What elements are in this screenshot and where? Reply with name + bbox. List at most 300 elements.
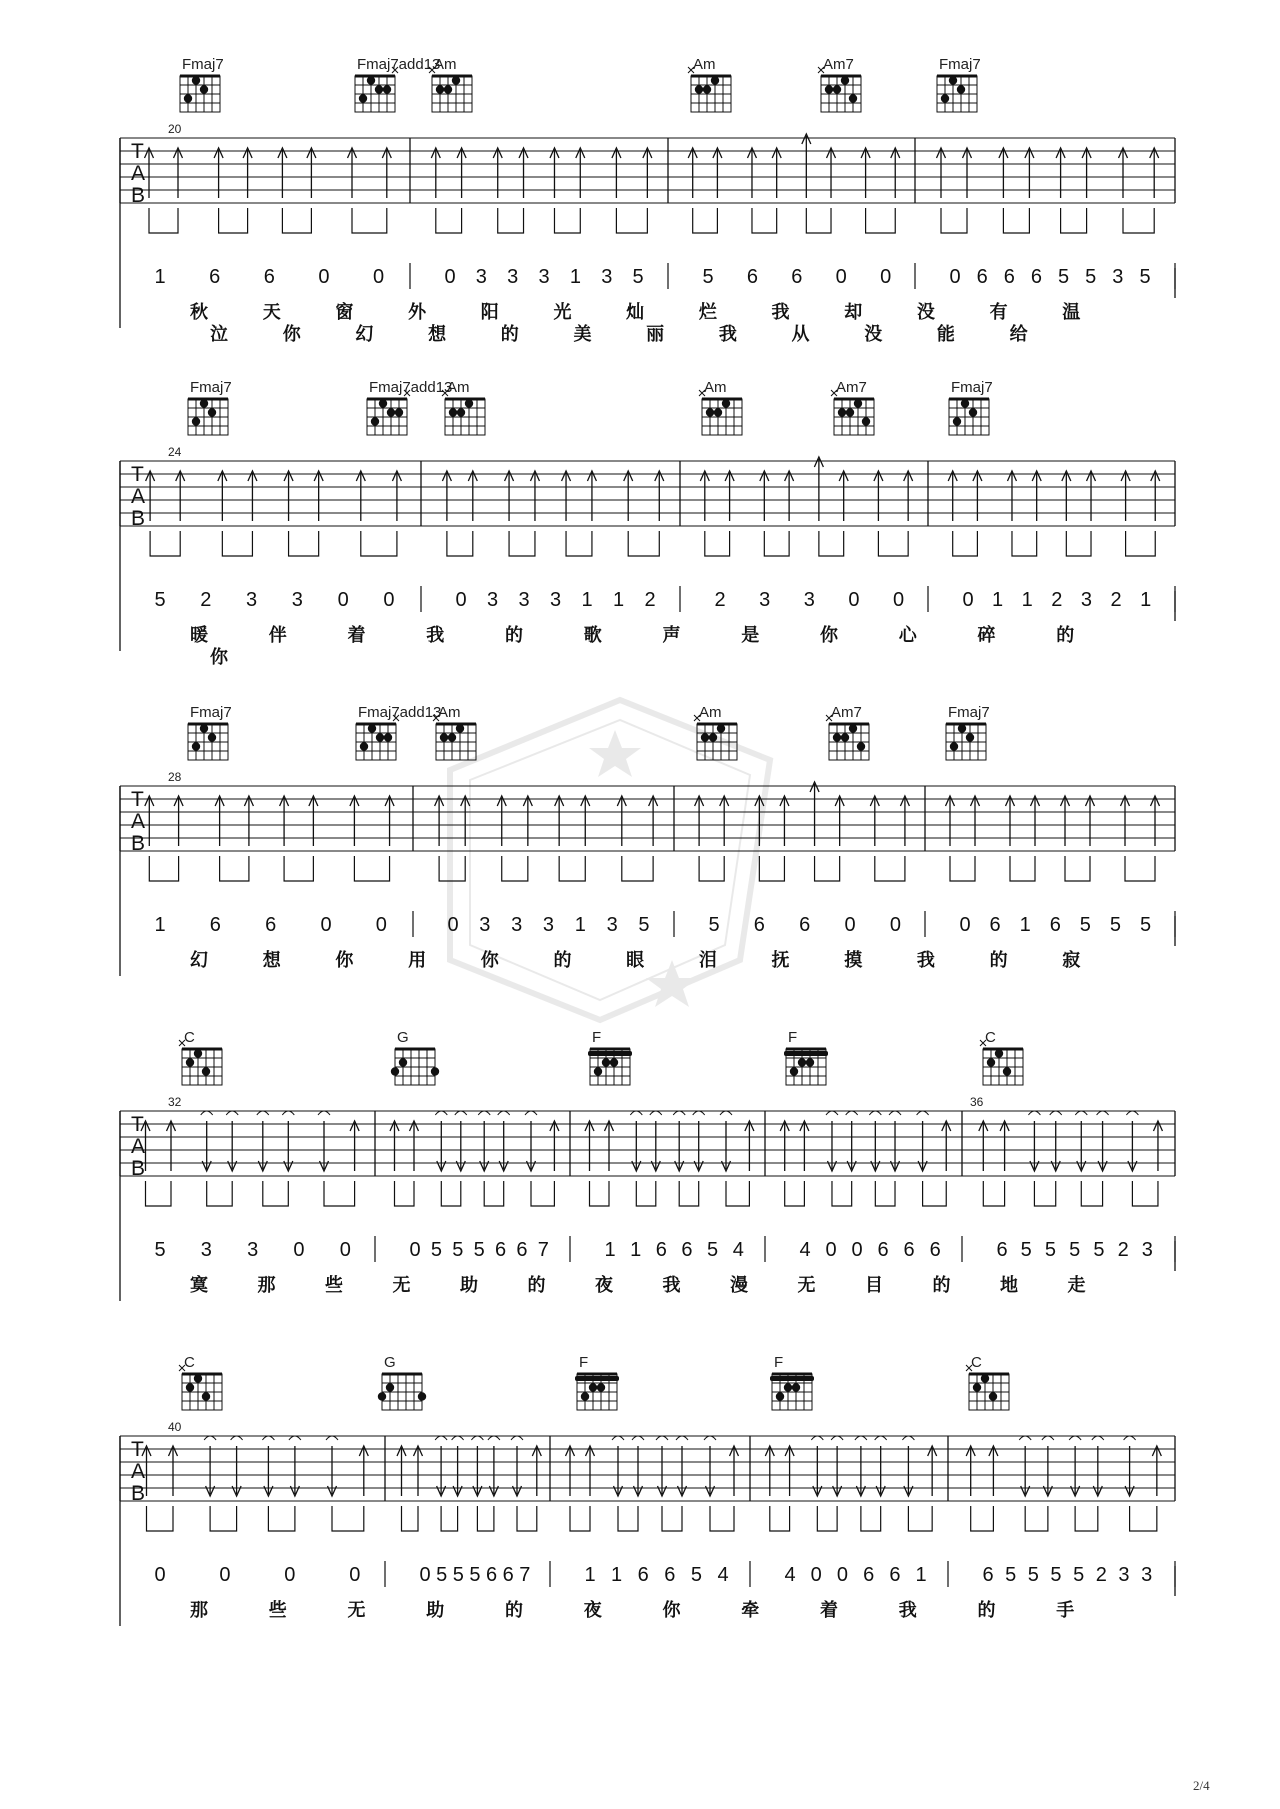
jianpu-digit: 3 <box>511 914 523 936</box>
jianpu-digit: 5 <box>1085 266 1097 288</box>
lyric-char: 没 <box>916 302 935 323</box>
rhythm-stem <box>1125 856 1155 881</box>
lyric-char: 你 <box>335 950 354 971</box>
chord-dot <box>854 399 862 407</box>
chord-dot <box>995 1049 1003 1057</box>
jianpu-digit: 2 <box>1117 1239 1129 1261</box>
chord-dot <box>440 733 448 741</box>
lyric-char: 是 <box>741 625 760 646</box>
chord-dot <box>981 1374 989 1382</box>
chord-name: C <box>971 1354 982 1371</box>
rhythm-stem <box>662 1506 682 1531</box>
lyric-char: 天 <box>262 302 281 323</box>
tie-arc <box>1028 1111 1040 1115</box>
chord-dot <box>194 1374 202 1382</box>
rhythm-stem <box>1132 1181 1158 1206</box>
rhythm-stem <box>1025 1506 1048 1531</box>
tab-clef-letter: T <box>131 788 144 811</box>
bar-number: 36 <box>970 1095 984 1109</box>
jianpu-digit: 5 <box>1073 1564 1085 1586</box>
chord-dot <box>784 1383 792 1391</box>
tie-arc <box>289 1436 301 1440</box>
chord-dot <box>957 85 965 93</box>
lyric-char: 给 <box>1009 324 1028 345</box>
tab-clef-letter: B <box>131 832 146 855</box>
chord-dot <box>717 724 725 732</box>
jianpu-digit: 1 <box>154 266 166 288</box>
chord-dot <box>376 733 384 741</box>
lyric-char: 伴 <box>268 625 287 646</box>
jianpu-digit: 0 <box>835 266 847 288</box>
tie-arc <box>511 1436 523 1440</box>
chord-barre <box>770 1376 814 1381</box>
tab-clef-letter: T <box>131 1113 144 1136</box>
jianpu-digit: 0 <box>154 1564 166 1586</box>
jianpu-digit: 6 <box>903 1239 915 1261</box>
chord-name: Am7 <box>831 704 862 721</box>
chord-dot <box>849 724 857 732</box>
lyric-char: 些 <box>325 1275 343 1296</box>
chord-name: C <box>184 1029 195 1046</box>
rhythm-stem <box>1012 531 1037 556</box>
lyric-char: 摸 <box>844 950 863 971</box>
jianpu-digit: 0 <box>962 589 974 611</box>
chord-dot <box>418 1392 426 1400</box>
chord-dot <box>798 1058 806 1066</box>
jianpu-digit: 3 <box>549 589 562 611</box>
rhythm-stem <box>726 1181 749 1206</box>
jianpu-digit: 4 <box>732 1239 744 1261</box>
lyric-char: 你 <box>480 950 499 971</box>
chord-dot <box>200 399 208 407</box>
chord-dot <box>359 94 367 102</box>
lyric-char: 光 <box>553 302 572 323</box>
lyric-char: 用 <box>408 950 427 971</box>
rhythm-stem <box>953 531 978 556</box>
jianpu-digit: 2 <box>1110 589 1122 611</box>
chord-dot <box>846 408 854 416</box>
chord-dot <box>192 742 200 750</box>
chord-dot <box>790 1067 798 1075</box>
chord-dot <box>792 1383 800 1391</box>
chord-dot <box>367 76 375 84</box>
tie-arc <box>257 1111 269 1115</box>
chord-dot <box>989 1392 997 1400</box>
lyric-char: 夜 <box>583 1600 602 1621</box>
chord-dot <box>208 733 216 741</box>
lyric-char: 寂 <box>1062 950 1081 971</box>
jianpu-digit: 3 <box>542 914 555 936</box>
chord-dot <box>833 85 841 93</box>
chord-dot <box>610 1058 618 1066</box>
jianpu-digit: 0 <box>320 914 332 936</box>
tie-arc <box>693 1111 705 1115</box>
jianpu-digit: 3 <box>803 589 815 611</box>
jianpu-digit: 3 <box>1141 1239 1153 1261</box>
rhythm-stem <box>923 1181 947 1206</box>
lyric-char: 外 <box>408 302 427 323</box>
tie-arc <box>262 1436 274 1440</box>
chord-dot <box>695 85 703 93</box>
lyric-char: 些 <box>268 1600 287 1621</box>
rhythm-stem <box>908 1506 932 1531</box>
chord-dot <box>706 408 714 416</box>
chord-dot <box>449 408 457 416</box>
jianpu-digit: 6 <box>1049 914 1061 936</box>
tab-clef-letter: T <box>131 463 144 486</box>
chord-name: G <box>384 1354 396 1371</box>
tie-arc <box>656 1436 668 1440</box>
tie-arc <box>902 1436 914 1440</box>
chord-dot <box>722 399 730 407</box>
rhythm-stem <box>861 1506 881 1531</box>
tab-clef-letter: A <box>131 1460 146 1483</box>
chord-dot <box>375 85 383 93</box>
lyric-char: 幻 <box>190 950 208 971</box>
tie-arc <box>204 1436 216 1440</box>
lyric-char: 你 <box>210 647 228 668</box>
rhythm-stem <box>566 531 592 556</box>
jianpu-digit: 6 <box>494 1239 507 1261</box>
tie-arc <box>488 1436 500 1440</box>
rhythm-stem <box>395 1181 415 1206</box>
chord-name: Fmaj7 <box>939 56 981 73</box>
tab-clef-letter: B <box>131 184 146 207</box>
jianpu-digit: 3 <box>1112 266 1124 288</box>
chord-dot <box>711 76 719 84</box>
chord-dot <box>186 1058 194 1066</box>
lyric-char: 没 <box>864 324 883 345</box>
chord-dot <box>838 408 846 416</box>
jianpu-digit: 0 <box>893 589 905 611</box>
tie-arc <box>846 1111 858 1115</box>
rhythm-stem <box>817 1506 837 1531</box>
lyric-char: 走 <box>1067 1275 1086 1296</box>
tie-arc <box>831 1436 843 1440</box>
jianpu-digit: 5 <box>154 1239 166 1261</box>
tab-clef-letter: B <box>131 1157 146 1180</box>
tie-arc <box>455 1111 467 1115</box>
jianpu-digit: 5 <box>154 589 166 611</box>
jianpu-digit: 5 <box>1139 266 1151 288</box>
rhythm-stem <box>1003 208 1029 233</box>
jianpu-digit: 6 <box>485 1564 498 1586</box>
jianpu-digit: 6 <box>681 1239 693 1261</box>
jianpu-digit: 1 <box>154 914 166 936</box>
tie-arc <box>282 1111 294 1115</box>
chord-name: F <box>592 1029 602 1046</box>
chord-dot <box>387 408 395 416</box>
jianpu-digit: 0 <box>375 914 387 936</box>
chord-dot <box>594 1067 602 1075</box>
chord-dot <box>200 724 208 732</box>
chord-dot <box>806 1058 814 1066</box>
rhythm-stem <box>622 856 653 881</box>
chord-dot <box>953 417 961 425</box>
jianpu-digit: 6 <box>996 1239 1008 1261</box>
chord-dot <box>589 1383 597 1391</box>
bar-number: 40 <box>168 1420 182 1434</box>
jianpu-digit: 7 <box>537 1239 549 1261</box>
rhythm-stem <box>207 1181 233 1206</box>
lyric-char: 我 <box>662 1275 681 1296</box>
notation-systems <box>120 56 1175 1626</box>
jianpu-digit: 3 <box>518 589 530 611</box>
jianpu-digit: 2 <box>714 589 726 611</box>
tie-arc <box>201 1111 213 1115</box>
jianpu-digit: 6 <box>516 1239 528 1261</box>
tie-arc <box>650 1111 662 1115</box>
chord-name: Fmaj7 <box>948 704 990 721</box>
tie-arc <box>498 1111 510 1115</box>
chord-dot <box>452 76 460 84</box>
jianpu-digit: 0 <box>383 589 395 611</box>
rhythm-stem <box>220 856 249 881</box>
chord-dot <box>465 399 473 407</box>
jianpu-digit: 3 <box>759 589 771 611</box>
chord-dot <box>395 408 403 416</box>
chord-name: Fmaj7 <box>182 56 224 73</box>
lyric-char: 着 <box>347 625 366 646</box>
chord-dot <box>184 94 192 102</box>
rhythm-stem <box>509 531 535 556</box>
chord-name: C <box>184 1354 195 1371</box>
chord-dot <box>457 408 465 416</box>
jianpu-digit: 2 <box>644 589 656 611</box>
chord-dot <box>391 1067 399 1075</box>
jianpu-digit: 3 <box>1080 589 1092 611</box>
jianpu-digit: 0 <box>284 1564 296 1586</box>
rhythm-stem <box>628 531 659 556</box>
lyric-char: 窗 <box>335 302 354 323</box>
jianpu-digit: 4 <box>799 1239 811 1261</box>
rhythm-stem <box>679 1181 699 1206</box>
chord-dot <box>961 399 969 407</box>
rhythm-stem <box>759 856 784 881</box>
rhythm-stem <box>441 1506 458 1531</box>
tie-arc <box>471 1436 483 1440</box>
lyric-char: 抚 <box>771 950 790 971</box>
lyric-char: 眼 <box>626 950 645 971</box>
lyric-char: 我 <box>771 302 790 323</box>
tie-arc <box>452 1436 464 1440</box>
rhythm-stem <box>477 1506 494 1531</box>
jianpu-digit: 6 <box>929 1239 941 1261</box>
chord-dot <box>384 733 392 741</box>
lyric-char: 烂 <box>698 302 717 323</box>
tie-arc <box>1050 1111 1062 1115</box>
lyric-char: 灿 <box>626 302 645 323</box>
chord-dot <box>581 1392 589 1400</box>
tie-arc <box>1126 1111 1138 1115</box>
jianpu-digit: 5 <box>1058 266 1070 288</box>
chord-dot <box>202 1392 210 1400</box>
tie-arc <box>869 1111 881 1115</box>
jianpu-digit: 5 <box>690 1564 702 1586</box>
lyric-char: 声 <box>662 625 681 646</box>
chord-dot <box>969 408 977 416</box>
jianpu-digit: 5 <box>452 1239 464 1261</box>
jianpu-digit: 3 <box>200 1239 212 1261</box>
rhythm-stem <box>636 1181 656 1206</box>
rhythm-stem <box>693 208 718 233</box>
chord-name: Fmaj7add13 <box>369 379 453 396</box>
tie-arc <box>875 1436 887 1440</box>
rhythm-stem <box>878 531 908 556</box>
rhythm-stem <box>289 531 319 556</box>
chord-dot <box>436 85 444 93</box>
lyric-char: 泣 <box>210 324 228 345</box>
jianpu-digit: 5 <box>702 266 714 288</box>
jianpu-digit: 1 <box>1140 589 1152 611</box>
chord-dot <box>966 733 974 741</box>
lyric-char: 能 <box>936 324 955 345</box>
chord-dot <box>444 85 452 93</box>
chord-dot <box>602 1058 610 1066</box>
rhythm-stem <box>441 1181 461 1206</box>
tab-clef-letter: T <box>131 140 144 163</box>
jianpu-digit: 2 <box>1095 1564 1107 1586</box>
tie-arc <box>676 1436 688 1440</box>
tie-arc <box>612 1436 624 1440</box>
jianpu-digit: 1 <box>581 589 593 611</box>
lyric-char: 手 <box>1056 1600 1075 1621</box>
rhythm-stem <box>618 1506 638 1531</box>
chord-dot <box>825 85 833 93</box>
lyric-char: 助 <box>460 1275 478 1296</box>
rhythm-stem <box>324 1181 355 1206</box>
jianpu-digit: 6 <box>637 1564 649 1586</box>
rhythm-stem <box>875 1181 895 1206</box>
jianpu-digit: 6 <box>655 1239 667 1261</box>
tab-clef-letter: T <box>131 1438 144 1461</box>
lyric-char: 想 <box>428 324 447 345</box>
jianpu-digit: 3 <box>246 589 258 611</box>
jianpu-digit: 0 <box>455 589 467 611</box>
lyric-char: 夜 <box>595 1275 613 1296</box>
jianpu-digit: 0 <box>447 914 459 936</box>
chord-name: F <box>788 1029 798 1046</box>
jianpu-digit: 1 <box>584 1564 596 1586</box>
tie-arc <box>1124 1436 1136 1440</box>
jianpu-digit: 5 <box>430 1239 442 1261</box>
rhythm-stem <box>436 208 462 233</box>
tie-arc <box>435 1436 447 1440</box>
rhythm-stem <box>1130 1506 1157 1531</box>
rhythm-stem <box>147 1506 174 1531</box>
jianpu-digit: 5 <box>708 914 720 936</box>
tie-arc <box>1075 1111 1087 1115</box>
tie-arc <box>704 1436 716 1440</box>
rhythm-stem <box>447 531 473 556</box>
rhythm-stem <box>1010 856 1035 881</box>
rhythm-stem <box>764 531 789 556</box>
lyric-char: 的 <box>1056 625 1075 646</box>
jianpu-digit: 5 <box>1079 914 1091 936</box>
tie-arc <box>435 1111 447 1115</box>
chord-dot <box>833 733 841 741</box>
jianpu-digit: 4 <box>717 1564 729 1586</box>
tab-clef-letter: B <box>131 507 146 530</box>
lyric-char: 那 <box>257 1275 276 1296</box>
jianpu-digit: 0 <box>836 1564 849 1586</box>
chord-name: C <box>985 1029 996 1046</box>
jianpu-digit: 6 <box>982 1564 994 1586</box>
tie-arc <box>889 1111 901 1115</box>
star-icon <box>589 730 641 777</box>
tie-arc <box>630 1111 642 1115</box>
lyric-char: 我 <box>718 324 737 345</box>
lyric-char: 无 <box>392 1275 411 1296</box>
jianpu-digit: 3 <box>475 266 487 288</box>
chord-dot <box>399 1058 407 1066</box>
tie-arc <box>632 1436 644 1440</box>
jianpu-digit: 5 <box>1139 914 1152 936</box>
rhythm-stem <box>1034 1181 1055 1206</box>
tie-arc <box>917 1111 929 1115</box>
jianpu-digit: 0 <box>318 266 330 288</box>
lyric-char: 有 <box>989 302 1008 323</box>
lyric-char: 我 <box>898 1600 917 1621</box>
system <box>120 379 1175 668</box>
lyric-char: 想 <box>262 950 281 971</box>
chord-barre <box>575 1376 619 1381</box>
jianpu-digit: 5 <box>1069 1239 1081 1261</box>
chord-name: Fmaj7add13 <box>357 56 441 73</box>
lyric-char: 无 <box>797 1275 816 1296</box>
jianpu-digit: 0 <box>851 1239 863 1261</box>
chord-dot <box>849 94 857 102</box>
rhythm-stem <box>361 531 397 556</box>
rhythm-stem <box>268 1506 295 1531</box>
chord-dot <box>857 742 865 750</box>
lyric-char: 的 <box>553 950 572 971</box>
jianpu-digit: 2 <box>200 589 212 611</box>
jianpu-digit: 3 <box>479 914 491 936</box>
jianpu-digit: 5 <box>1005 1564 1017 1586</box>
lyric-char: 幻 <box>355 324 374 345</box>
rhythm-stem <box>150 531 180 556</box>
jianpu-digit: 5 <box>638 914 650 936</box>
jianpu-digit: 6 <box>502 1564 514 1586</box>
jianpu-digit: 3 <box>606 914 618 936</box>
watermark-stamp <box>450 700 770 1020</box>
jianpu-digit: 6 <box>989 914 1001 936</box>
tie-arc <box>1069 1436 1081 1440</box>
jianpu-digit: 6 <box>976 266 988 288</box>
lyric-char: 的 <box>527 1275 546 1296</box>
lyric-char: 阳 <box>480 302 499 323</box>
rhythm-stem <box>352 208 387 233</box>
jianpu-digit: 0 <box>339 1239 351 1261</box>
lyric-char: 牵 <box>741 1600 760 1621</box>
rhythm-stem <box>284 856 313 881</box>
jianpu-digit: 5 <box>436 1564 448 1586</box>
rhythm-stem <box>710 1506 734 1531</box>
lyric-char: 我 <box>426 625 445 646</box>
tie-arc <box>231 1436 243 1440</box>
jianpu-digit: 0 <box>810 1564 822 1586</box>
jianpu-digit: 6 <box>265 914 277 936</box>
chord-dot <box>709 733 717 741</box>
bar-number: 24 <box>168 445 182 459</box>
lyric-char: 心 <box>898 625 917 646</box>
lyric-char: 碎 <box>977 625 996 646</box>
tie-arc <box>318 1111 330 1115</box>
chord-dot <box>776 1392 784 1400</box>
rhythm-stem <box>1126 531 1156 556</box>
rhythm-stem <box>941 208 967 233</box>
